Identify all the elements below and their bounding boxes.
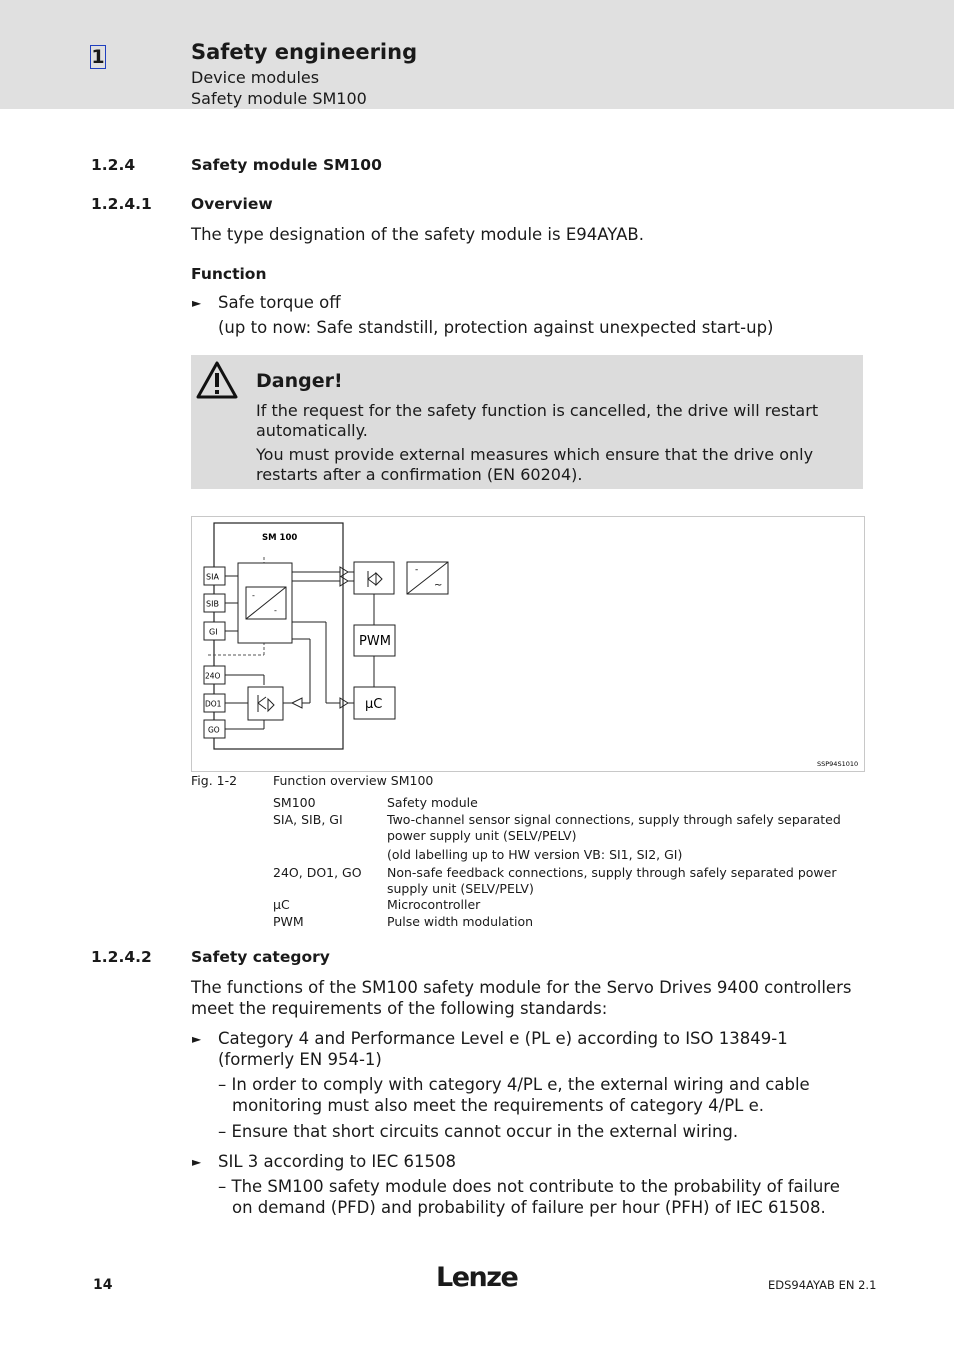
terminal-do1-label: DO1: [205, 699, 222, 709]
figure-number: Fig. 1-2: [191, 773, 238, 788]
section-title: Safety module SM100: [191, 156, 382, 174]
diagram-code: SSP94S1010: [817, 760, 859, 768]
legend-key: SM100: [273, 795, 316, 810]
figure-frame: [191, 516, 865, 772]
svg-text:-: -: [252, 591, 255, 600]
header-band: [0, 0, 954, 109]
overview-title: Overview: [191, 195, 273, 213]
optocoupler-input-block: [354, 562, 394, 594]
category-bullet-1-detail-2: – Ensure that short circuits cannot occur in the external wiring.: [218, 1122, 739, 1141]
header-subtitle-1: Device modules: [191, 68, 320, 87]
legend-value: (old labelling up to HW version VB: SI1, SI2, GI): [387, 847, 683, 862]
legend-key: µC: [273, 897, 290, 912]
page-number: 14: [93, 1277, 113, 1293]
function-bullet: Safe torque off: [218, 293, 341, 312]
category-bullet-2: SIL 3 according to IEC 61508: [218, 1152, 456, 1171]
bullet-arrow-icon: ►: [192, 1155, 202, 1169]
function-bullet-note: (up to now: Safe standstill, protection against unexpected start-up): [218, 318, 774, 337]
danger-text-2: You must provide external measures which ensure that the drive only restarts after a confirmation (EN 60204).: [256, 445, 814, 484]
module-label: SM 100: [262, 533, 298, 543]
svg-text:-: -: [274, 606, 277, 615]
section-number: 1.2.4: [91, 156, 136, 174]
warning-icon: [196, 361, 238, 399]
overview-text: The type designation of the safety module is E94AYAB.: [191, 225, 644, 244]
header-subtitle-2: Safety module SM100: [191, 89, 367, 108]
category-title: Safety category: [191, 948, 330, 966]
bullet-arrow-icon: ►: [192, 1032, 202, 1046]
figure-caption: Function overview SM100: [273, 773, 434, 788]
bullet-arrow-icon: ►: [192, 296, 202, 310]
category-bullet-1-detail-1: – In order to comply with category 4/PL e, the external wiring and cable monitoring must also meet the requirements of category 4/PL e.: [218, 1075, 810, 1115]
category-bullet-1: Category 4 and Performance Level e (PL e) according to ISO 13849-1 (formerly EN 954-1): [218, 1029, 788, 1069]
legend-value: Two-channel sensor signal connections, supply through safely separated power supply unit (SELV/PELV): [387, 812, 841, 843]
category-number: 1.2.4.2: [91, 948, 152, 966]
legend-key: SIA, SIB, GI: [273, 812, 343, 827]
function-heading: Function: [191, 265, 267, 283]
danger-text-1: If the request for the safety function is cancelled, the drive will restart automatically.: [256, 401, 819, 440]
overview-number: 1.2.4.1: [91, 195, 152, 213]
danger-title: Danger!: [256, 370, 343, 392]
legend-value: Microcontroller: [387, 897, 481, 912]
legend-value: Pulse width modulation: [387, 914, 534, 929]
legend-value: Safety module: [387, 795, 478, 810]
pwm-label: PWM: [359, 634, 391, 649]
category-bullet-2-detail-1: – The SM100 safety module does not contribute to the probability of failure on demand (PFD) and probability of failure per hour (PFH) of IEC 61508.: [218, 1177, 840, 1217]
terminal-go-label: GO: [208, 725, 220, 735]
category-intro: The functions of the SM100 safety module for the Servo Drives 9400 controllers meet the requirements of the following standards:: [191, 978, 852, 1018]
optocoupler-output-block: [248, 687, 283, 720]
terminal-sib-label: SIB: [206, 599, 219, 609]
document-id: EDS94AYAB EN 2.1: [768, 1278, 877, 1292]
legend-key: 24O, DO1, GO: [273, 865, 362, 880]
chapter-number[interactable]: 1: [91, 46, 105, 68]
legend-key: PWM: [273, 914, 304, 929]
svg-text:~: ~: [434, 580, 443, 591]
terminal-24o-label: 24O: [205, 671, 221, 681]
legend-value: Non-safe feedback connections, supply through safely separated power supply unit (SELV/PELV): [387, 865, 837, 896]
lenze-logo: Lenze: [436, 1262, 518, 1293]
svg-text:-: -: [415, 565, 419, 575]
uc-label: µC: [365, 697, 383, 712]
arrow-in-icon: [292, 698, 302, 708]
terminal-gi-label: GI: [209, 627, 218, 637]
terminal-sia-label: SIA: [206, 572, 219, 582]
function-overview-diagram: [192, 517, 864, 771]
header-title: Safety engineering: [191, 40, 418, 64]
